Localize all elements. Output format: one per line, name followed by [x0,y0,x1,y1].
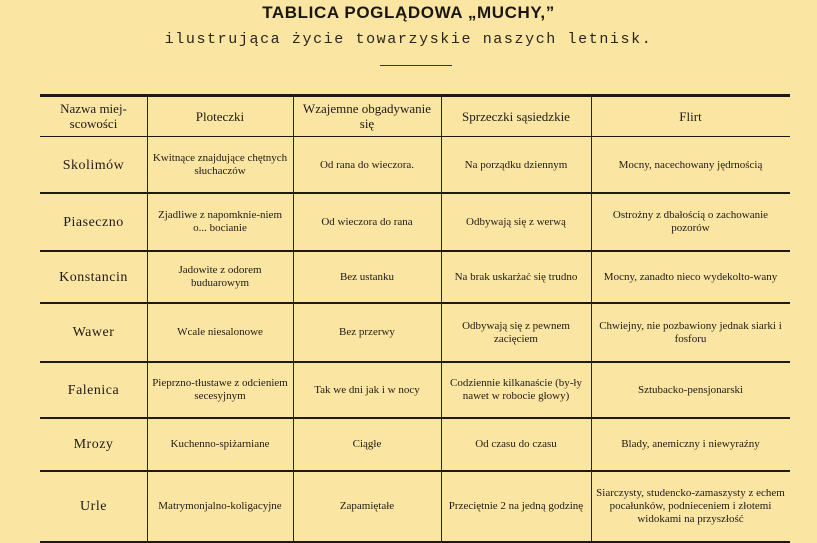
flirt-cell: Ostrożny z dbałością o zachowanie pozorów [612,209,769,234]
flirt-cell: Mocny, zanadto nieco wydekolto-wany [603,270,778,283]
flirt-cell: Blady, anemiczny i niewyraźny [621,438,760,450]
gossip-cell: Zjadliwe z napomknie-niem o... bocianie [157,209,282,234]
gossip-cell: Matrymonjalno-koligacyjne [158,500,282,512]
gossip-cell: Wcale niesalonowe [177,326,263,338]
header-place: Nazwa miej-scowości [60,101,127,131]
header-flirt: Flirt [679,108,702,124]
quarrels-cell: Na porządku dziennym [464,158,568,171]
header-backbiting: Wzajemne obgadywanie się [302,101,432,131]
table-title: TABLICA POGLĄDOWA „MUCHY,” [262,3,555,22]
place-name-cell: Skolimów [62,157,125,173]
place-name-cell: Piaseczno [63,214,124,230]
place-name-cell: Urle [80,499,107,514]
backbiting-cell: Zapamiętałe [339,500,395,512]
gossip-cell: Kwitnące znajdujące chętnych słuchaczów [152,152,288,177]
table-subtitle: ilustrująca życie towarzyskie naszych letnisk. [164,31,653,48]
flirt-cell: Sztubacko-pensjonarski [637,383,744,396]
quarrels-cell: Od czasu do czasu [475,438,557,450]
place-name-cell: Mrozy [73,437,114,452]
flirt-cell: Chwiejny, nie pozbawiony jednak siarki i fosforu [599,319,782,345]
quarrels-cell: Odbywają się z pewnem zacięciem [462,319,570,345]
place-name-cell: Falenica [67,382,120,398]
place-name-cell: Konstancin [59,269,128,285]
quarrels-cell: Przeciętnie 2 na jedną godzinę [448,500,584,512]
backbiting-cell: Bez ustanku [339,270,395,283]
backbiting-cell: Bez przerwy [339,326,395,338]
title-divider [380,65,452,66]
gossip-cell: Jadowite z odorem buduarowym [178,264,262,289]
quarrels-cell: Na brak uskarżać się trudno [454,270,578,283]
header-gossip: Ploteczki [195,108,245,124]
backbiting-cell: Od wieczora do rana [321,215,413,228]
backbiting-cell: Od rana do wieczora. [319,158,415,171]
quarrels-cell: Codziennie kilkanaście (by-ły nawet w robocie głowy) [450,377,582,402]
backbiting-cell: Ciągłe [352,438,382,450]
gossip-cell: Pieprzno-tłustawe z odcieniem secesyjnym [152,377,288,402]
backbiting-cell: Tak we dni jak i w nocy [314,383,420,396]
flirt-cell: Mocny, nacechowany jędrnością [618,158,763,171]
header-quarrels: Sprzeczki sąsiedzkie [462,108,570,124]
place-name-cell: Wawer [72,325,115,340]
row-rule [40,136,790,137]
quarrels-cell: Odbywają się z werwą [466,215,566,228]
gossip-cell: Kuchenno-spiżarniane [170,438,270,450]
flirt-cell: Siarczysty, studencko-zamaszysty z echem pocałunków, podnieceniem i złotemi widokami na przyszłość [596,487,785,525]
